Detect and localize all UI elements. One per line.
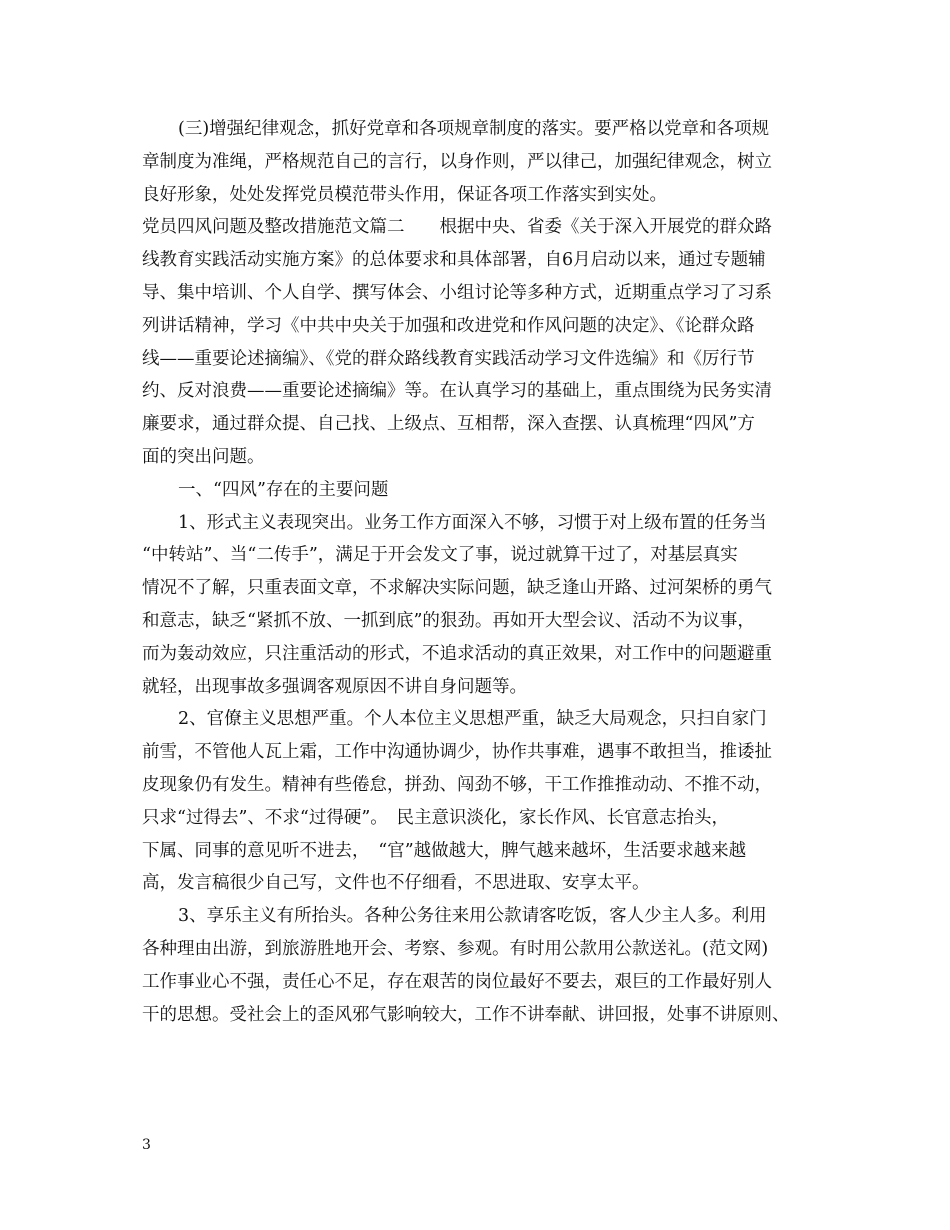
text-line: 情况不了解，只重表面文章，不求解决实际问题，缺乏逢山开路、过河架桥的勇气 — [142, 578, 772, 599]
text-line: 党员四风问题及整改措施范文篇二 根据中央、省委《关于深入开展党的群众路 — [142, 217, 772, 238]
text-line: 良好形象，处处发挥党员模范带头作用，保证各项工作落实到实处。 — [142, 184, 667, 205]
text-line: (三)增强纪律观念，抓好党章和各项规章制度的落实。要严格以党章和各项规 — [178, 119, 770, 139]
text-line: 高，发言稿很少自己写，文件也不仔细看，不思进取、安享太平。 — [142, 873, 650, 894]
text-line: “中转站”、当“二传手”，满足于开会发文了事，说过就算干过了，对基层真实 — [142, 545, 738, 566]
text-line: 导、集中培训、个人自学、撰写体会、小组讨论等多种方式，近期重点学习了习系 — [142, 282, 772, 303]
text-line: 下属、同事的意见听不进去， “官”越做越大，脾气越来越坏，生活要求越来越 — [142, 840, 747, 861]
text-line: 前雪，不管他人瓦上霜，工作中沟通协调少，协作共事难，遇事不敢担当，推诿扯 — [142, 742, 772, 763]
text-line: 廉要求，通过群众提、自己找、上级点、互相帮，深入查摆、认真梳理“四风”方 — [142, 414, 755, 435]
text-line: 干的思想。受社会上的歪风邪气影响较大，工作不讲奉献、讲回报，处事不讲原则、 — [142, 1004, 790, 1025]
text-line: 线——重要论述摘编》、《党的群众路线教育实践活动学习文件选编》和《厉行节 — [142, 348, 755, 369]
text-line: 一、“四风”存在的主要问题 — [178, 479, 389, 500]
text-line: 列讲话精神，学习《中共中央关于加强和改进党和作风问题的决定》、《论群众路 — [142, 315, 755, 336]
text-line: 和意志，缺乏“紧抓不放、一抓到底”的狠劲。再如开大型会议、活动不为议事， — [142, 610, 755, 631]
text-line: 各种理由出游，到旅游胜地开会、考察、参观。有时用公款用公款送礼。(范文网) — [142, 938, 769, 959]
text-line: 1、形式主义表现突出。业务工作方面深入不够，习惯于对上级布置的任务当 — [178, 512, 767, 533]
text-line: 而为轰动效应，只注重活动的形式，不追求活动的真正效果，对工作中的问题避重 — [142, 643, 772, 664]
text-line: 只求“过得去”、不求“过得硬”。 民主意识淡化，家长作风、长官意志抬头， — [142, 807, 730, 828]
text-line: 工作事业心不强，责任心不足，存在艰苦的岗位最好不要去，艰巨的工作最好别人 — [142, 971, 772, 992]
text-line: 章制度为准绳，严格规范自己的言行，以身作则，严以律己，加强纪律观念，树立 — [142, 151, 772, 172]
page-number: 3 — [142, 1137, 151, 1153]
text-line: 3、享乐主义有所抬头。各种公务往来用公款请客吃饭，客人少主人多。利用 — [178, 906, 767, 927]
text-line: 就轻，出现事故多强调客观原因不讲自身问题等。 — [142, 676, 527, 697]
text-line: 约、反对浪费——重要论述摘编》等。在认真学习的基础上，重点围绕为民务实清 — [142, 381, 772, 402]
text-line: 线教育实践活动实施方案》的总体要求和具体部署，自6月启动以来，通过专题辅 — [142, 250, 766, 271]
text-line: 面的突出问题。 — [142, 446, 265, 467]
text-line: 2、官僚主义思想严重。个人本位主义思想严重，缺乏大局观念，只扫自家门 — [178, 709, 767, 730]
document-body — [142, 113, 812, 1031]
text-line: 皮现象仍有发生。精神有些倦怠，拼劲、闯劲不够，干工作推推动动、不推不动， — [142, 774, 772, 795]
